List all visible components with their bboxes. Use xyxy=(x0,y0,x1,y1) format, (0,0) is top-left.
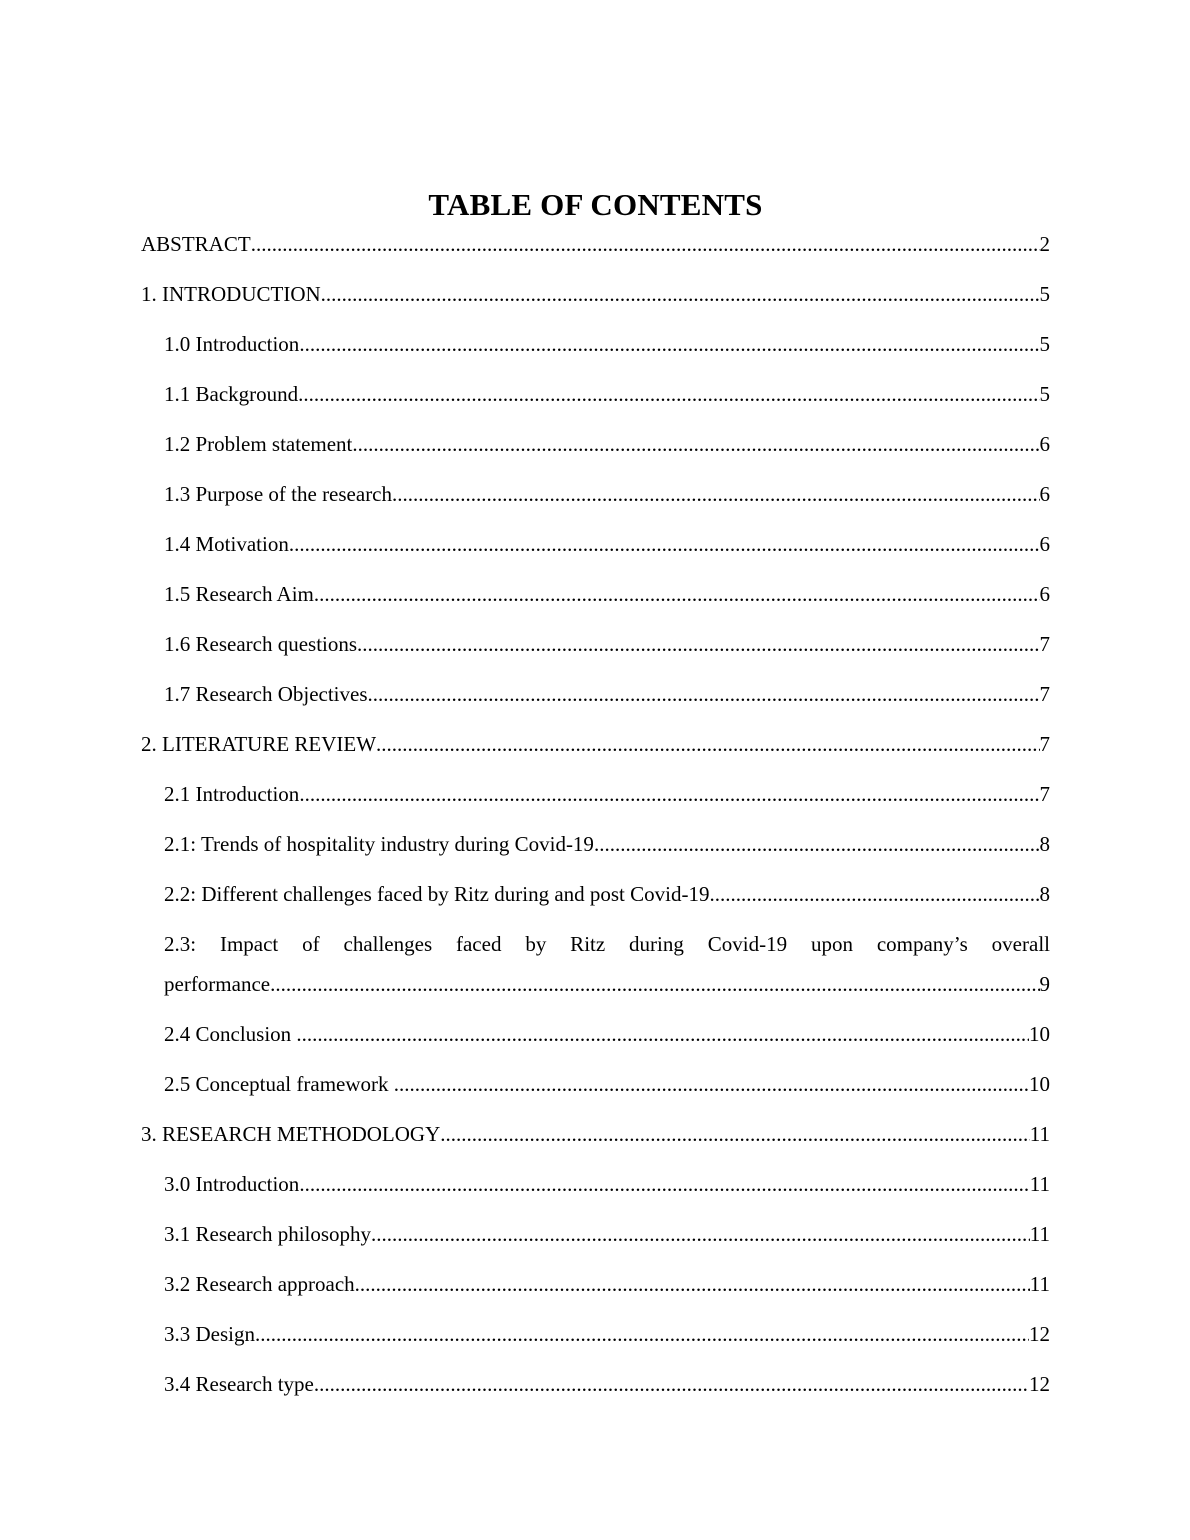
toc-entry-label: 3.2 Research approach xyxy=(164,1272,355,1296)
toc-entry-label: 1.4 Motivation xyxy=(164,532,289,556)
dot-leader xyxy=(289,524,1040,564)
toc-entry-literature-review[interactable] xyxy=(141,724,1050,764)
toc-page-number: 12 xyxy=(1029,1372,1050,1396)
toc-entry-3-0-introduction[interactable] xyxy=(141,1164,1050,1204)
dot-leader xyxy=(314,574,1040,614)
toc-entry-2-1-introduction[interactable] xyxy=(141,774,1050,814)
toc-page-number: 9 xyxy=(1039,972,1050,996)
toc-title: TABLE OF CONTENTS xyxy=(428,187,763,222)
toc-page-number: 6 xyxy=(1039,432,1050,456)
toc-entry-label: 3.4 Research type xyxy=(164,1372,314,1396)
toc-entry-label: 1.6 Research questions xyxy=(164,632,358,656)
toc-page-number: 12 xyxy=(1029,1322,1050,1346)
toc-entry-research-methodology[interactable] xyxy=(141,1114,1050,1154)
toc-entry-label: 3. RESEARCH METHODOLOGY xyxy=(141,1122,441,1146)
toc-page-number: 7 xyxy=(1039,782,1050,806)
toc-entry-label: 1.0 Introduction xyxy=(164,332,300,356)
dot-leader xyxy=(251,224,1040,264)
toc-page-number: 6 xyxy=(1039,532,1050,556)
dot-leader xyxy=(376,724,1039,764)
toc-page-number: 11 xyxy=(1029,1272,1050,1296)
dot-leader xyxy=(270,964,1039,1004)
toc-entry-label: 1.3 Purpose of the research xyxy=(164,482,393,506)
toc-entry-label-line2: performance xyxy=(164,972,271,996)
toc-entry-line2 xyxy=(164,964,1050,1004)
dot-leader xyxy=(299,774,1039,814)
toc-entry-2-4-conclusion[interactable] xyxy=(141,1014,1050,1054)
toc-page-number: 8 xyxy=(1039,882,1050,906)
toc-entry-2-5-conceptual-framework[interactable] xyxy=(141,1064,1050,1104)
toc-entry-label: 3.3 Design xyxy=(164,1322,255,1346)
toc-page-number: 11 xyxy=(1029,1122,1050,1146)
toc-entry-1-2-problem-statement[interactable] xyxy=(141,424,1050,464)
toc-entry-2-3-impact[interactable] xyxy=(141,924,1050,1004)
toc-page-number: 7 xyxy=(1039,632,1050,656)
toc-page-number: 7 xyxy=(1039,732,1050,756)
toc-page-number: 10 xyxy=(1029,1022,1050,1046)
toc-entry-label: 2.5 Conceptual framework xyxy=(164,1072,394,1096)
toc-entry-3-1-research-philosophy[interactable] xyxy=(141,1214,1050,1254)
dot-leader xyxy=(255,1314,1029,1354)
toc-entry-3-4-research-type[interactable] xyxy=(141,1364,1050,1404)
dot-leader xyxy=(298,374,1039,414)
toc-entry-label: 3.1 Research philosophy xyxy=(164,1222,372,1246)
toc-entry-2-2-challenges[interactable] xyxy=(141,874,1050,914)
dot-leader xyxy=(392,474,1039,514)
dot-leader xyxy=(299,324,1039,364)
toc-entry-introduction[interactable] xyxy=(141,274,1050,314)
toc-entry-label: 2.1 Introduction xyxy=(164,782,300,806)
toc-entry-1-4-motivation[interactable] xyxy=(141,524,1050,564)
dot-leader xyxy=(394,1064,1029,1104)
toc-page-number: 7 xyxy=(1039,682,1050,706)
toc-entry-1-3-purpose[interactable] xyxy=(141,474,1050,514)
toc-entry-1-1-background[interactable] xyxy=(141,374,1050,414)
toc-page-number: 2 xyxy=(1039,232,1050,256)
toc-page-number: 5 xyxy=(1039,382,1050,406)
toc-entry-label: 1.5 Research Aim xyxy=(164,582,314,606)
dot-leader xyxy=(299,1164,1029,1204)
dot-leader xyxy=(368,674,1040,714)
toc-entry-1-0-introduction[interactable] xyxy=(141,324,1050,364)
dot-leader xyxy=(355,1264,1030,1304)
toc-page-number: 8 xyxy=(1039,832,1050,856)
dot-leader xyxy=(296,1014,1029,1054)
toc-entry-1-6-research-questions[interactable] xyxy=(141,624,1050,664)
toc-entry-abstract[interactable] xyxy=(141,224,1050,264)
toc-page-number: 6 xyxy=(1039,582,1050,606)
document-page xyxy=(141,186,1050,1414)
toc-entry-label: 3.0 Introduction xyxy=(164,1172,300,1196)
toc-entry-label: 2.4 Conclusion xyxy=(164,1022,297,1046)
toc-entry-label: 2.1: Trends of hospitality industry during Covid-19 xyxy=(164,832,594,856)
toc-entry-label: 1.7 Research Objectives xyxy=(164,682,368,706)
toc-page-number: 11 xyxy=(1029,1222,1050,1246)
toc-entry-1-5-research-aim[interactable] xyxy=(141,574,1050,614)
toc-entry-label: 1.1 Background xyxy=(164,382,299,406)
dot-leader xyxy=(371,1214,1030,1254)
toc-entry-label: ABSTRACT xyxy=(141,232,251,256)
toc-entry-2-1-trends[interactable] xyxy=(141,824,1050,864)
toc-entry-label: 1.2 Problem statement xyxy=(164,432,353,456)
toc-entry-label: 2. LITERATURE REVIEW xyxy=(141,732,377,756)
toc-page-number: 6 xyxy=(1039,482,1050,506)
toc-page-number: 10 xyxy=(1029,1072,1050,1096)
dot-leader xyxy=(352,424,1039,464)
toc-entry-3-3-design[interactable] xyxy=(141,1314,1050,1354)
toc-entry-label-line1: 2.3: Impact of challenges faced by Ritz during Covid-19 upon company’s overall xyxy=(164,932,1050,956)
toc-page-number: 5 xyxy=(1039,332,1050,356)
toc-page-number: 11 xyxy=(1029,1172,1050,1196)
dot-leader xyxy=(314,1364,1029,1404)
toc-entry-label: 1. INTRODUCTION xyxy=(141,282,321,306)
toc-list xyxy=(141,224,1050,1404)
toc-entry-3-2-research-approach[interactable] xyxy=(141,1264,1050,1304)
toc-entry-1-7-research-objectives[interactable] xyxy=(141,674,1050,714)
dot-leader xyxy=(321,274,1040,314)
dot-leader xyxy=(594,824,1040,864)
dot-leader xyxy=(709,874,1039,914)
toc-entry-label: 2.2: Different challenges faced by Ritz during and post Covid-19 xyxy=(164,882,710,906)
dot-leader xyxy=(357,624,1039,664)
toc-page-number: 5 xyxy=(1039,282,1050,306)
dot-leader xyxy=(440,1114,1030,1154)
